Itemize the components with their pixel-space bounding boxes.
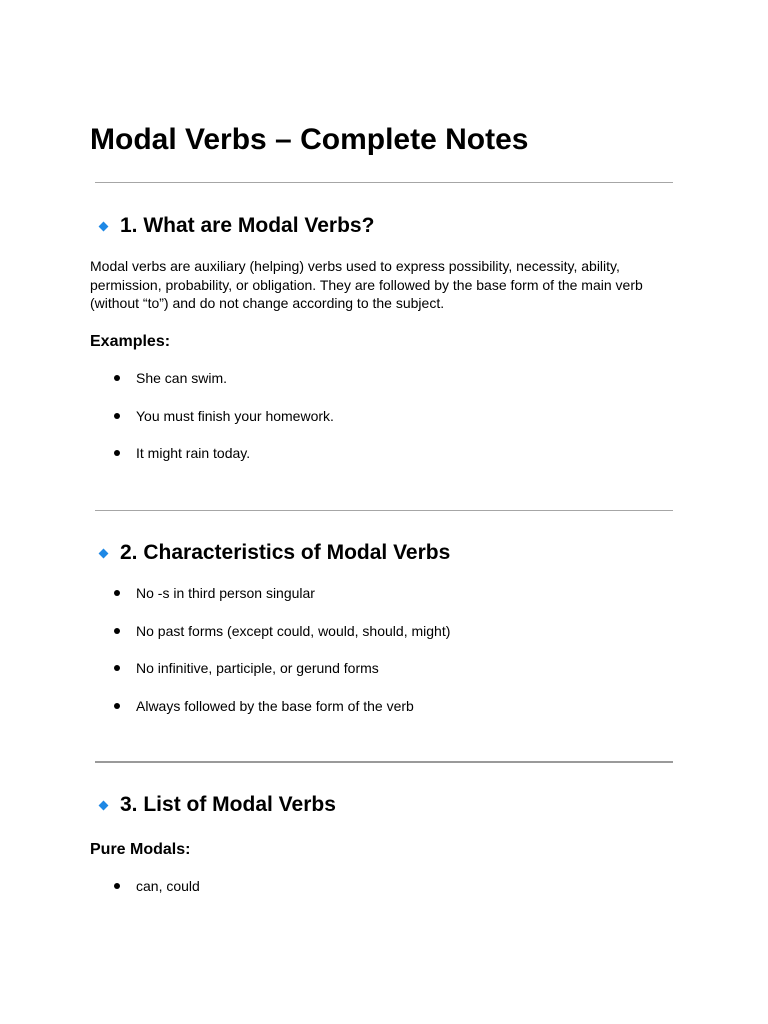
list-item-text: No past forms (except could, would, should, might) [136,623,451,639]
paragraph-line: Modal verbs are auxiliary (helping) verbs used to express possibility, necessity, ability, [90,258,620,274]
bullet-dot-icon [114,590,120,596]
pure-modals-subheading: Pure Modals: [90,841,191,858]
diamond-icon [99,800,109,810]
diamond-icon [99,548,109,558]
section-heading-3 [98,792,336,818]
list-item-text: Always followed by the base form of the verb [136,698,414,714]
list-item-text: You must finish your homework. [136,408,334,424]
list-item-text: No -s in third person singular [136,585,315,601]
bullet-dot-icon [114,665,120,671]
bullet-dot-icon [114,375,120,381]
list-item-text: can, could [136,878,200,894]
paragraph-line: permission, probability, or obligation. They are followed by the base form of the main verb [90,276,643,293]
list-item-text: It might rain today. [136,445,251,461]
bullet-dot-icon [114,703,120,709]
divider [95,510,673,511]
diamond-icon [99,221,109,231]
divider [95,761,673,763]
section-heading-text: 2. Characteristics of Modal Verbs [120,541,451,564]
section-1-paragraph [90,257,650,313]
examples-subheading: Examples: [90,333,171,350]
page-title: Modal Verbs – Complete Notes [90,123,529,156]
section-heading-text: 3. List of Modal Verbs [120,793,336,816]
paragraph-line: (without “to”) and do not change according to the subject. [90,295,445,311]
section-heading-text: 1. What are Modal Verbs? [120,214,375,237]
bullet-dot-icon [114,413,120,419]
bullet-dot-icon [114,450,120,456]
bullet-dot-icon [114,628,120,634]
bullet-dot-icon [114,883,120,889]
divider [95,182,673,183]
list-item-text: She can swim. [136,370,228,386]
list-item-text: No infinitive, participle, or gerund forms [136,660,379,676]
section-heading-2 [98,540,450,566]
section-heading-1 [98,213,374,239]
